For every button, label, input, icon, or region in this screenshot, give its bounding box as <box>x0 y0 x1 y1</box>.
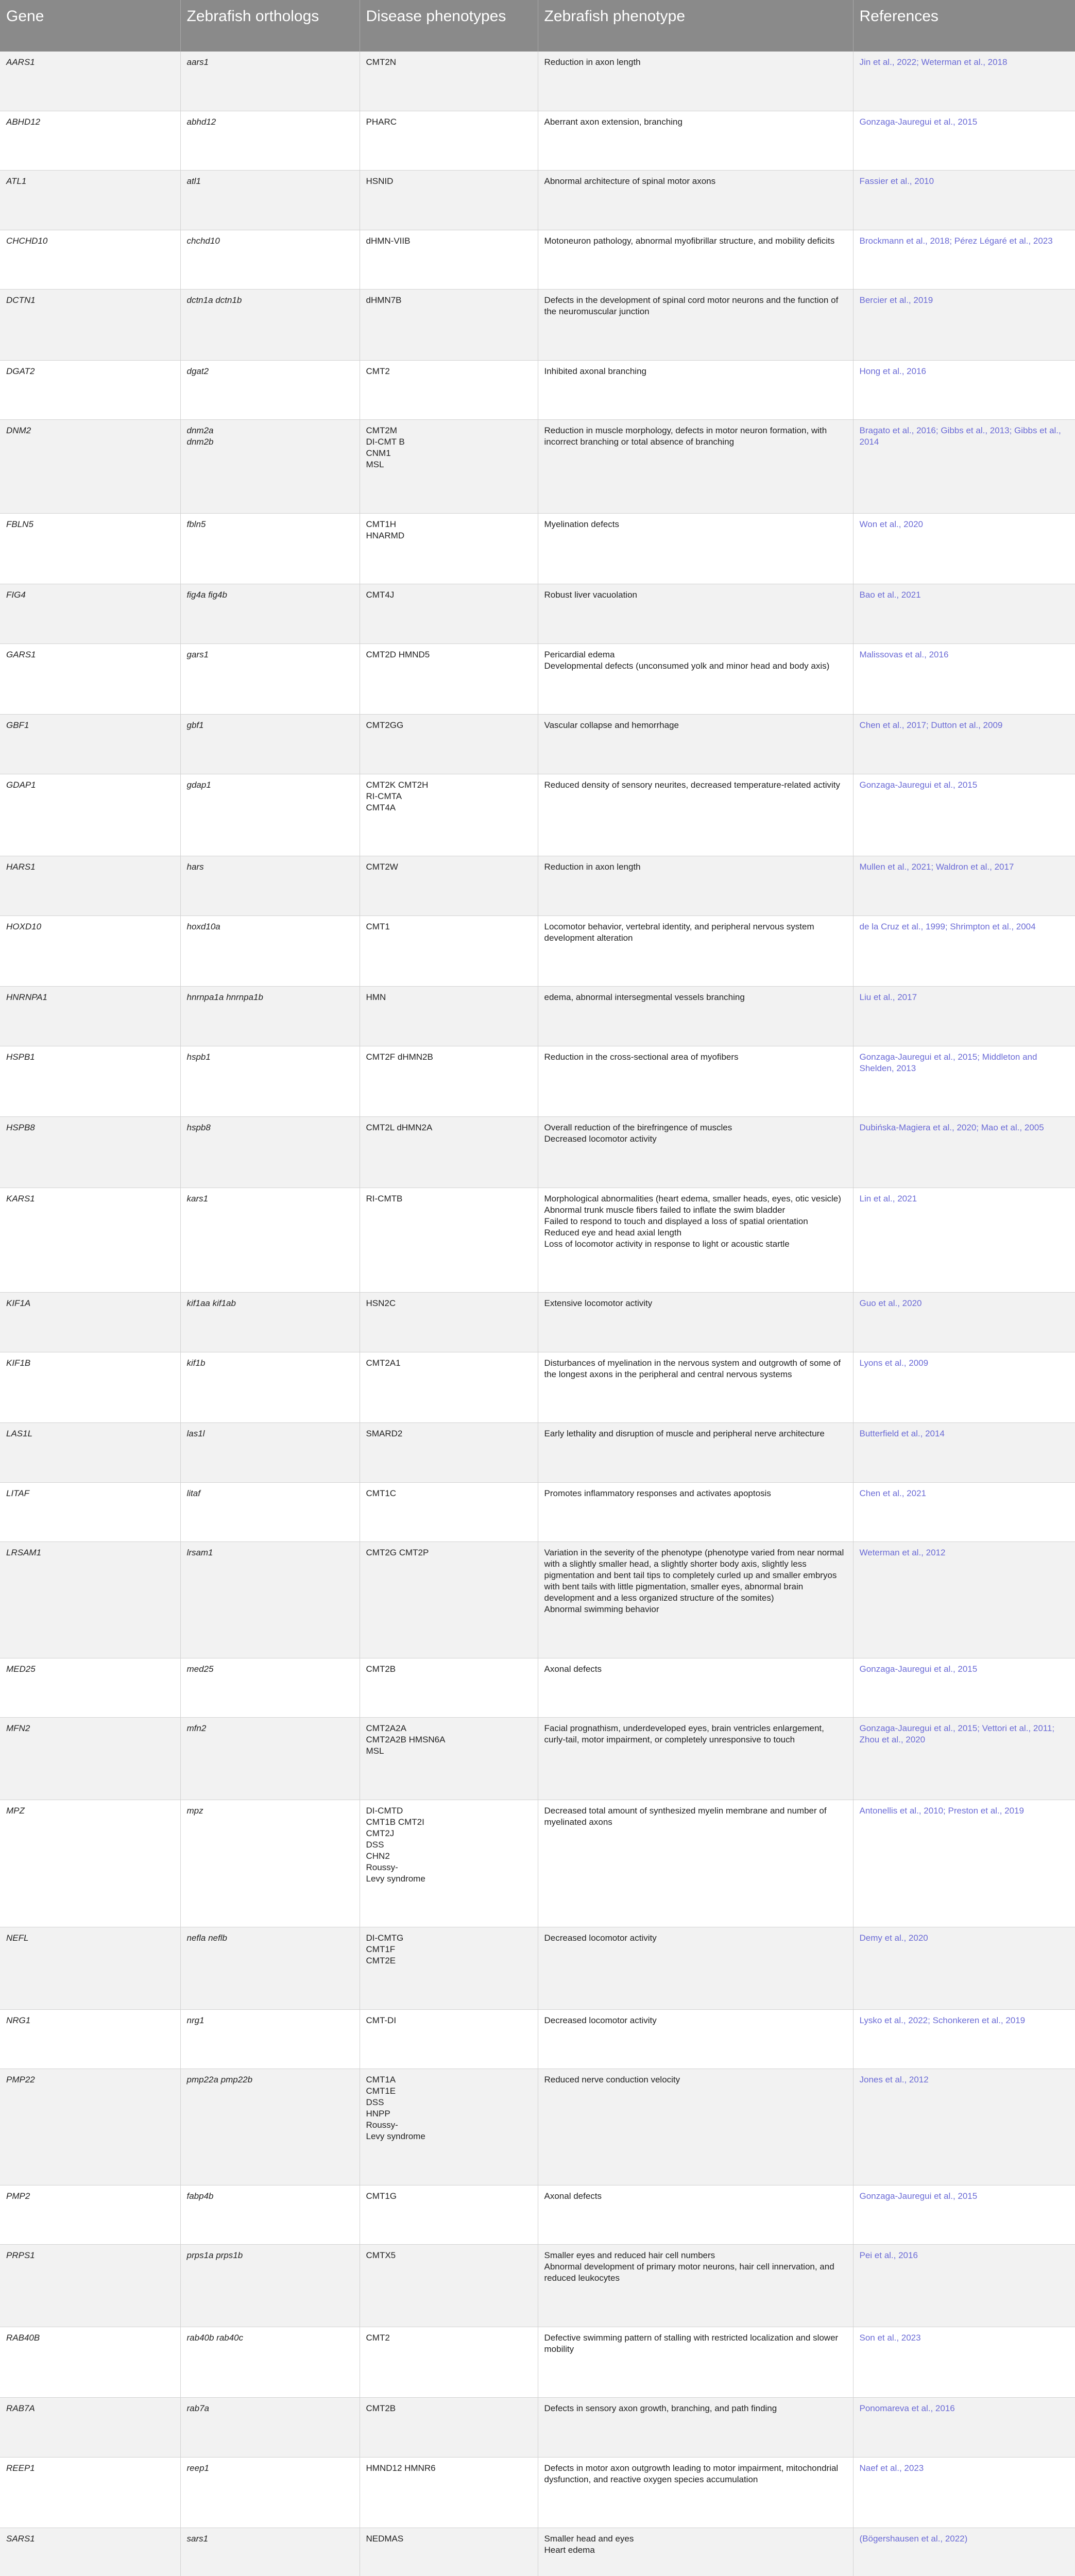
disease-cell: CMT2A2A CMT2A2B HMSN6A MSL <box>360 1718 538 1800</box>
gene-cell: PMP2 <box>0 2185 180 2245</box>
phenotype-cell: Inhibited axonal branching <box>538 360 853 420</box>
ortholog-cell: aars1 <box>180 52 360 111</box>
disease-cell: CMT2N <box>360 52 538 111</box>
reference-link[interactable]: Gonzaga-Jauregui et al., 2015 <box>859 779 978 790</box>
disease-cell: DI-CMTG CMT1F CMT2E <box>360 1927 538 2010</box>
references-cell <box>853 111 1075 171</box>
disease-cell: DI-CMTD CMT1B CMT2I CMT2J DSS CHN2 Roussy- Levy syndrome <box>360 1800 538 1927</box>
table-row <box>0 2245 1075 2327</box>
references-cell <box>853 2457 1075 2528</box>
disease-cell: NEDMAS <box>360 2528 538 2576</box>
reference-link[interactable]: Antonellis et al., 2010; Preston et al., 2019 <box>859 1805 1024 1816</box>
reference-link[interactable]: Dubińska-Magiera et al., 2020; Mao et al., 2005 <box>859 1123 1044 1132</box>
ortholog-cell: mfn2 <box>180 1718 360 1800</box>
reference-link[interactable]: Son et al., 2023 <box>859 2332 921 2343</box>
disease-cell: SMARD2 <box>360 1423 538 1483</box>
table-row <box>0 2457 1075 2528</box>
gene-cell: SARS1 <box>0 2528 180 2576</box>
reference-link[interactable]: (Bögershausen et al., 2022) <box>859 2534 968 2544</box>
references-cell <box>853 360 1075 420</box>
reference-link[interactable]: Pei et al., 2016 <box>859 2250 918 2260</box>
references-cell <box>853 774 1075 856</box>
disease-cell: CMT2B <box>360 1658 538 1718</box>
phenotype-cell: Axonal defects <box>538 1658 853 1718</box>
phenotype-cell: Robust liver vacuolation <box>538 584 853 644</box>
ortholog-cell: dctn1a dctn1b <box>180 290 360 361</box>
disease-cell: CMT2GG <box>360 715 538 774</box>
gene-cell: KIF1A <box>0 1293 180 1352</box>
ortholog-cell: abhd12 <box>180 111 360 171</box>
phenotype-cell: Defects in sensory axon growth, branching, and path finding <box>538 2398 853 2458</box>
reference-link[interactable]: Brockmann et al., 2018; Pérez Légaré et al., 2023 <box>859 235 1053 246</box>
ortholog-cell: las1l <box>180 1423 360 1483</box>
disease-cell: HMND12 HMNR6 <box>360 2457 538 2528</box>
gene-cell: GDAP1 <box>0 774 180 856</box>
ortholog-cell: pmp22a pmp22b <box>180 2069 360 2185</box>
table-row <box>0 2185 1075 2245</box>
ortholog-cell: dgat2 <box>180 360 360 420</box>
ortholog-cell: mpz <box>180 1800 360 1927</box>
disease-cell: CMT1C <box>360 1482 538 1542</box>
ortholog-cell: dnm2a dnm2b <box>180 420 360 514</box>
references-cell <box>853 2009 1075 2069</box>
ortholog-cell: prps1a prps1b <box>180 2245 360 2327</box>
table-row <box>0 1658 1075 1718</box>
reference-link[interactable]: Bercier et al., 2019 <box>859 295 933 305</box>
header-row <box>0 0 1075 52</box>
gene-cell: HSPB1 <box>0 1046 180 1117</box>
header-gene: Gene <box>0 0 180 52</box>
table-row <box>0 52 1075 111</box>
references-cell <box>853 584 1075 644</box>
ortholog-cell: litaf <box>180 1482 360 1542</box>
ortholog-cell: hnrnpa1a hnrnpa1b <box>180 987 360 1046</box>
reference-link[interactable]: Lyons et al., 2009 <box>859 1358 929 1368</box>
ortholog-cell: hoxd10a <box>180 916 360 987</box>
disease-cell: RI-CMTB <box>360 1188 538 1293</box>
table-row <box>0 1352 1075 1423</box>
ortholog-cell: med25 <box>180 1658 360 1718</box>
header-disease-phenotypes: Disease phenotypes <box>360 0 538 52</box>
ortholog-cell: kars1 <box>180 1188 360 1293</box>
references-cell <box>853 420 1075 514</box>
disease-cell: CMT2W <box>360 856 538 916</box>
phenotype-cell: Defects in motor axon outgrowth leading to motor impairment, mitochondrial dysfunction, and reactive oxygen species accumulation <box>538 2457 853 2528</box>
references-cell <box>853 2398 1075 2458</box>
reference-link[interactable]: Naef et al., 2023 <box>859 2463 924 2473</box>
phenotype-cell: Axonal defects <box>538 2185 853 2245</box>
header-zebrafish-phenotype: Zebrafish phenotype <box>538 0 853 52</box>
phenotype-cell: Reduced density of sensory neurites, decreased temperature-related activity <box>538 774 853 856</box>
gene-cell: DCTN1 <box>0 290 180 361</box>
header-zebrafish-orthologs: Zebrafish orthologs <box>180 0 360 52</box>
table-row <box>0 171 1075 230</box>
disease-cell: CMT2F dHMN2B <box>360 1046 538 1117</box>
phenotype-cell: Reduced nerve conduction velocity <box>538 2069 853 2185</box>
table-row <box>0 2069 1075 2185</box>
reference-link[interactable]: Hong et al., 2016 <box>859 366 926 376</box>
table-row <box>0 360 1075 420</box>
disease-cell: CMT2A1 <box>360 1352 538 1423</box>
ortholog-cell: atl1 <box>180 171 360 230</box>
table-row <box>0 1117 1075 1188</box>
references-cell <box>853 290 1075 361</box>
disease-cell: HSNID <box>360 171 538 230</box>
gene-cell: LITAF <box>0 1482 180 1542</box>
ortholog-cell: hspb8 <box>180 1117 360 1188</box>
phenotype-cell: Extensive locomotor activity <box>538 1293 853 1352</box>
ortholog-cell: hars <box>180 856 360 916</box>
reference-link[interactable]: Liu et al., 2017 <box>859 992 917 1002</box>
ortholog-cell: hspb1 <box>180 1046 360 1117</box>
gene-cell: NEFL <box>0 1927 180 2010</box>
references-cell <box>853 1542 1075 1658</box>
gene-cell: KARS1 <box>0 1188 180 1293</box>
table-row <box>0 2009 1075 2069</box>
phenotype-cell: Myelination defects <box>538 513 853 584</box>
table-row <box>0 230 1075 290</box>
references-cell <box>853 2245 1075 2327</box>
table-header <box>0 0 1075 52</box>
references-cell <box>853 715 1075 774</box>
table-row <box>0 2398 1075 2458</box>
references-cell <box>853 2069 1075 2185</box>
reference-link[interactable]: Won et al., 2020 <box>859 519 923 529</box>
table-row <box>0 774 1075 856</box>
gene-cell: RAB40B <box>0 2327 180 2398</box>
gene-cell: LAS1L <box>0 1423 180 1483</box>
disease-cell: CMTX5 <box>360 2245 538 2327</box>
references-cell <box>853 1423 1075 1483</box>
disease-cell: CMT2 <box>360 2327 538 2398</box>
gene-cell: PMP22 <box>0 2069 180 2185</box>
phenotype-cell: Overall reduction of the birefringence of muscles Decreased locomotor activity <box>538 1117 853 1188</box>
table-row <box>0 1927 1075 2010</box>
reference-link[interactable]: Malissovas et al., 2016 <box>859 649 949 659</box>
gene-cell: FIG4 <box>0 584 180 644</box>
ortholog-cell: chchd10 <box>180 230 360 290</box>
gene-cell: HARS1 <box>0 856 180 916</box>
gene-cell: RAB7A <box>0 2398 180 2458</box>
table-row <box>0 987 1075 1046</box>
table-row <box>0 1423 1075 1483</box>
table-row <box>0 1293 1075 1352</box>
reference-link[interactable]: Fassier et al., 2010 <box>859 176 934 186</box>
ortholog-cell: fabp4b <box>180 2185 360 2245</box>
disease-cell: CMT4J <box>360 584 538 644</box>
disease-cell: HMN <box>360 987 538 1046</box>
table-row <box>0 584 1075 644</box>
disease-cell: CMT1 <box>360 916 538 987</box>
ortholog-cell: nrg1 <box>180 2009 360 2069</box>
table-body <box>0 52 1075 2576</box>
gene-cell: HNRNPA1 <box>0 987 180 1046</box>
reference-link[interactable]: Jin et al., 2022; Weterman et al., 2018 <box>859 57 1008 67</box>
phenotype-cell: Abnormal architecture of spinal motor axons <box>538 171 853 230</box>
references-cell <box>853 1718 1075 1800</box>
gene-cell: DNM2 <box>0 420 180 514</box>
disease-cell: CMT-DI <box>360 2009 538 2069</box>
phenotype-cell: Disturbances of myelination in the nervous system and outgrowth of some of the longest axons in the peripheral and central nervous systems <box>538 1352 853 1423</box>
reference-link[interactable]: Bao et al., 2021 <box>859 590 921 600</box>
phenotype-cell: Defective swimming pattern of stalling with restricted localization and slower mobility <box>538 2327 853 2398</box>
references-cell <box>853 2327 1075 2398</box>
table-row <box>0 916 1075 987</box>
table-row <box>0 2327 1075 2398</box>
phenotype-cell: Reduction in axon length <box>538 52 853 111</box>
phenotype-cell: Variation in the severity of the phenotype (phenotype varied from near normal with a slightly smaller head, a slightly shorter body axis, slightly less pigmentation and bent tail tips to completely curled up and smaller embryos with bent tails with little pigmentation, smaller eyes, abnormal brain development and a less organized structure of the somites) Abnormal swimming behavior <box>538 1542 853 1658</box>
reference-link[interactable]: Bragato et al., 2016; Gibbs et al., 2013; Gibbs et al., 2014 <box>859 426 1061 447</box>
table-row <box>0 1482 1075 1542</box>
gene-cell: DGAT2 <box>0 360 180 420</box>
disease-cell: CMT2 <box>360 360 538 420</box>
phenotype-cell: Reduction in the cross-sectional area of myofibers <box>538 1046 853 1117</box>
references-cell <box>853 1658 1075 1718</box>
gene-cell: MFN2 <box>0 1718 180 1800</box>
table-row <box>0 1188 1075 1293</box>
references-cell <box>853 1927 1075 2010</box>
disease-cell: CMT1H HNARMD <box>360 513 538 584</box>
ortholog-cell: kif1aa kif1ab <box>180 1293 360 1352</box>
references-cell <box>853 916 1075 987</box>
reference-link[interactable]: Lysko et al., 2022; Schonkeren et al., 2019 <box>859 2015 1026 2025</box>
phenotype-cell: Defects in the development of spinal cord motor neurons and the function of the neuromuscular junction <box>538 290 853 361</box>
disease-cell: CMT2M DI-CMT B CNM1 MSL <box>360 420 538 514</box>
reference-link[interactable]: Jones et al., 2012 <box>859 2075 929 2084</box>
gene-cell: GARS1 <box>0 643 180 715</box>
ortholog-cell: kif1b <box>180 1352 360 1423</box>
references-cell <box>853 2528 1075 2576</box>
table-row <box>0 111 1075 171</box>
references-cell <box>853 1117 1075 1188</box>
gene-cell: FBLN5 <box>0 513 180 584</box>
table-row <box>0 643 1075 715</box>
reference-link[interactable]: de la Cruz et al., 1999; Shrimpton et al., 2004 <box>859 921 1036 931</box>
reference-link[interactable]: Chen et al., 2017; Dutton et al., 2009 <box>859 720 1003 730</box>
ortholog-cell: gdap1 <box>180 774 360 856</box>
table-row <box>0 513 1075 584</box>
ortholog-cell: fbln5 <box>180 513 360 584</box>
reference-link[interactable]: Gonzaga-Jauregui et al., 2015; Middleton and Shelden, 2013 <box>859 1052 1037 1073</box>
references-cell <box>853 643 1075 715</box>
phenotype-cell: Motoneuron pathology, abnormal myofibrillar structure, and mobility deficits <box>538 230 853 290</box>
phenotype-cell: Smaller eyes and reduced hair cell numbers Abnormal development of primary motor neurons, hair cell innervation, and reduced leukocytes <box>538 2245 853 2327</box>
disease-cell: CMT2L dHMN2A <box>360 1117 538 1188</box>
table-row <box>0 715 1075 774</box>
gene-cell: AARS1 <box>0 52 180 111</box>
ortholog-cell: rab40b rab40c <box>180 2327 360 2398</box>
phenotype-cell: Morphological abnormalities (heart edema, smaller heads, eyes, otic vesicle) Abnormal trunk muscle fibers failed to inflate the swim bladder Failed to respond to touch and displayed a loss of spatial orientation Reduced eye and head axial length Loss of locomotor activity in response to light or acoustic startle <box>538 1188 853 1293</box>
disease-cell: CMT2D HMND5 <box>360 643 538 715</box>
ortholog-cell: reep1 <box>180 2457 360 2528</box>
reference-link[interactable]: Gonzaga-Jauregui et al., 2015; Vettori et al., 2011; Zhou et al., 2020 <box>859 1723 1055 1744</box>
references-cell <box>853 52 1075 111</box>
gene-cell: PRPS1 <box>0 2245 180 2327</box>
disease-cell: CMT1A CMT1E DSS HNPP Roussy- Levy syndrome <box>360 2069 538 2185</box>
references-cell <box>853 1188 1075 1293</box>
gene-cell: KIF1B <box>0 1352 180 1423</box>
gene-cell: HOXD10 <box>0 916 180 987</box>
references-cell <box>853 856 1075 916</box>
references-cell <box>853 1482 1075 1542</box>
gene-cell: MED25 <box>0 1658 180 1718</box>
phenotype-cell: Locomotor behavior, vertebral identity, and peripheral nervous system development alteration <box>538 916 853 987</box>
references-cell <box>853 2185 1075 2245</box>
gene-cell: HSPB8 <box>0 1117 180 1188</box>
phenotype-cell: Pericardial edema Developmental defects (unconsumed yolk and minor head and body axis) <box>538 643 853 715</box>
disease-cell: dHMN7B <box>360 290 538 361</box>
gene-cell: CHCHD10 <box>0 230 180 290</box>
references-cell <box>853 1800 1075 1927</box>
reference-link[interactable]: Gonzaga-Jauregui et al., 2015 <box>859 1664 978 1674</box>
disease-cell: PHARC <box>360 111 538 171</box>
references-cell <box>853 1046 1075 1117</box>
reference-link[interactable]: Mullen et al., 2021; Waldron et al., 2017 <box>859 862 1014 872</box>
table-row <box>0 1542 1075 1658</box>
references-cell <box>853 987 1075 1046</box>
disease-cell: CMT2B <box>360 2398 538 2458</box>
ortholog-cell: rab7a <box>180 2398 360 2458</box>
reference-link[interactable]: Guo et al., 2020 <box>859 1298 922 1308</box>
phenotype-cell: Decreased total amount of synthesized myelin membrane and number of myelinated axons <box>538 1800 853 1927</box>
gene-cell: ABHD12 <box>0 111 180 171</box>
table-row <box>0 2528 1075 2576</box>
ortholog-cell: gbf1 <box>180 715 360 774</box>
phenotype-cell: Vascular collapse and hemorrhage <box>538 715 853 774</box>
disease-cell: HSN2C <box>360 1293 538 1352</box>
reference-link[interactable]: Gonzaga-Jauregui et al., 2015 <box>859 2191 978 2201</box>
table-row <box>0 856 1075 916</box>
references-cell <box>853 513 1075 584</box>
table-row <box>0 1718 1075 1800</box>
phenotype-cell: edema, abnormal intersegmental vessels branching <box>538 987 853 1046</box>
references-cell <box>853 230 1075 290</box>
reference-link[interactable]: Butterfield et al., 2014 <box>859 1429 945 1438</box>
table-row <box>0 420 1075 514</box>
gene-cell: ATL1 <box>0 171 180 230</box>
references-cell <box>853 171 1075 230</box>
phenotype-cell: Decreased locomotor activity <box>538 1927 853 2010</box>
disease-cell: CMT2G CMT2P <box>360 1542 538 1658</box>
reference-link[interactable]: Ponomareva et al., 2016 <box>859 2403 955 2413</box>
ortholog-cell: fig4a fig4b <box>180 584 360 644</box>
phenotype-cell: Reduction in muscle morphology, defects in motor neuron formation, with incorrect branching or total absence of branching <box>538 420 853 514</box>
phenotype-cell: Aberrant axon extension, branching <box>538 111 853 171</box>
reference-link[interactable]: Demy et al., 2020 <box>859 1933 928 1943</box>
reference-link[interactable]: Gonzaga-Jauregui et al., 2015 <box>859 116 978 127</box>
table-row <box>0 290 1075 361</box>
ortholog-cell: lrsam1 <box>180 1542 360 1658</box>
disease-cell: CMT2K CMT2H RI-CMTA CMT4A <box>360 774 538 856</box>
table-row <box>0 1800 1075 1927</box>
header-references: References <box>853 0 1075 52</box>
disease-cell: CMT1G <box>360 2185 538 2245</box>
gene-cell: LRSAM1 <box>0 1542 180 1658</box>
references-cell <box>853 1352 1075 1423</box>
phenotype-cell: Early lethality and disruption of muscle and peripheral nerve architecture <box>538 1423 853 1483</box>
gene-cell: REEP1 <box>0 2457 180 2528</box>
disease-cell: dHMN-VIIB <box>360 230 538 290</box>
reference-link[interactable]: Chen et al., 2021 <box>859 1488 926 1498</box>
table-row <box>0 1046 1075 1117</box>
phenotype-cell: Smaller head and eyes Heart edema <box>538 2528 853 2576</box>
ortholog-cell: sars1 <box>180 2528 360 2576</box>
phenotype-cell: Decreased locomotor activity <box>538 2009 853 2069</box>
ortholog-cell: gars1 <box>180 643 360 715</box>
reference-link[interactable]: Weterman et al., 2012 <box>859 1548 946 1557</box>
gene-cell: GBF1 <box>0 715 180 774</box>
phenotype-cell: Reduction in axon length <box>538 856 853 916</box>
gene-cell: NRG1 <box>0 2009 180 2069</box>
phenotype-cell: Promotes inflammatory responses and activates apoptosis <box>538 1482 853 1542</box>
phenotype-cell: Facial prognathism, underdeveloped eyes, brain ventricles enlargement, curly-tail, motor impairment, or completely unresponsive to touch <box>538 1718 853 1800</box>
references-cell <box>853 1293 1075 1352</box>
ortholog-cell: nefla neflb <box>180 1927 360 2010</box>
reference-link[interactable]: Lin et al., 2021 <box>859 1193 917 1204</box>
gene-cell: MPZ <box>0 1800 180 1927</box>
